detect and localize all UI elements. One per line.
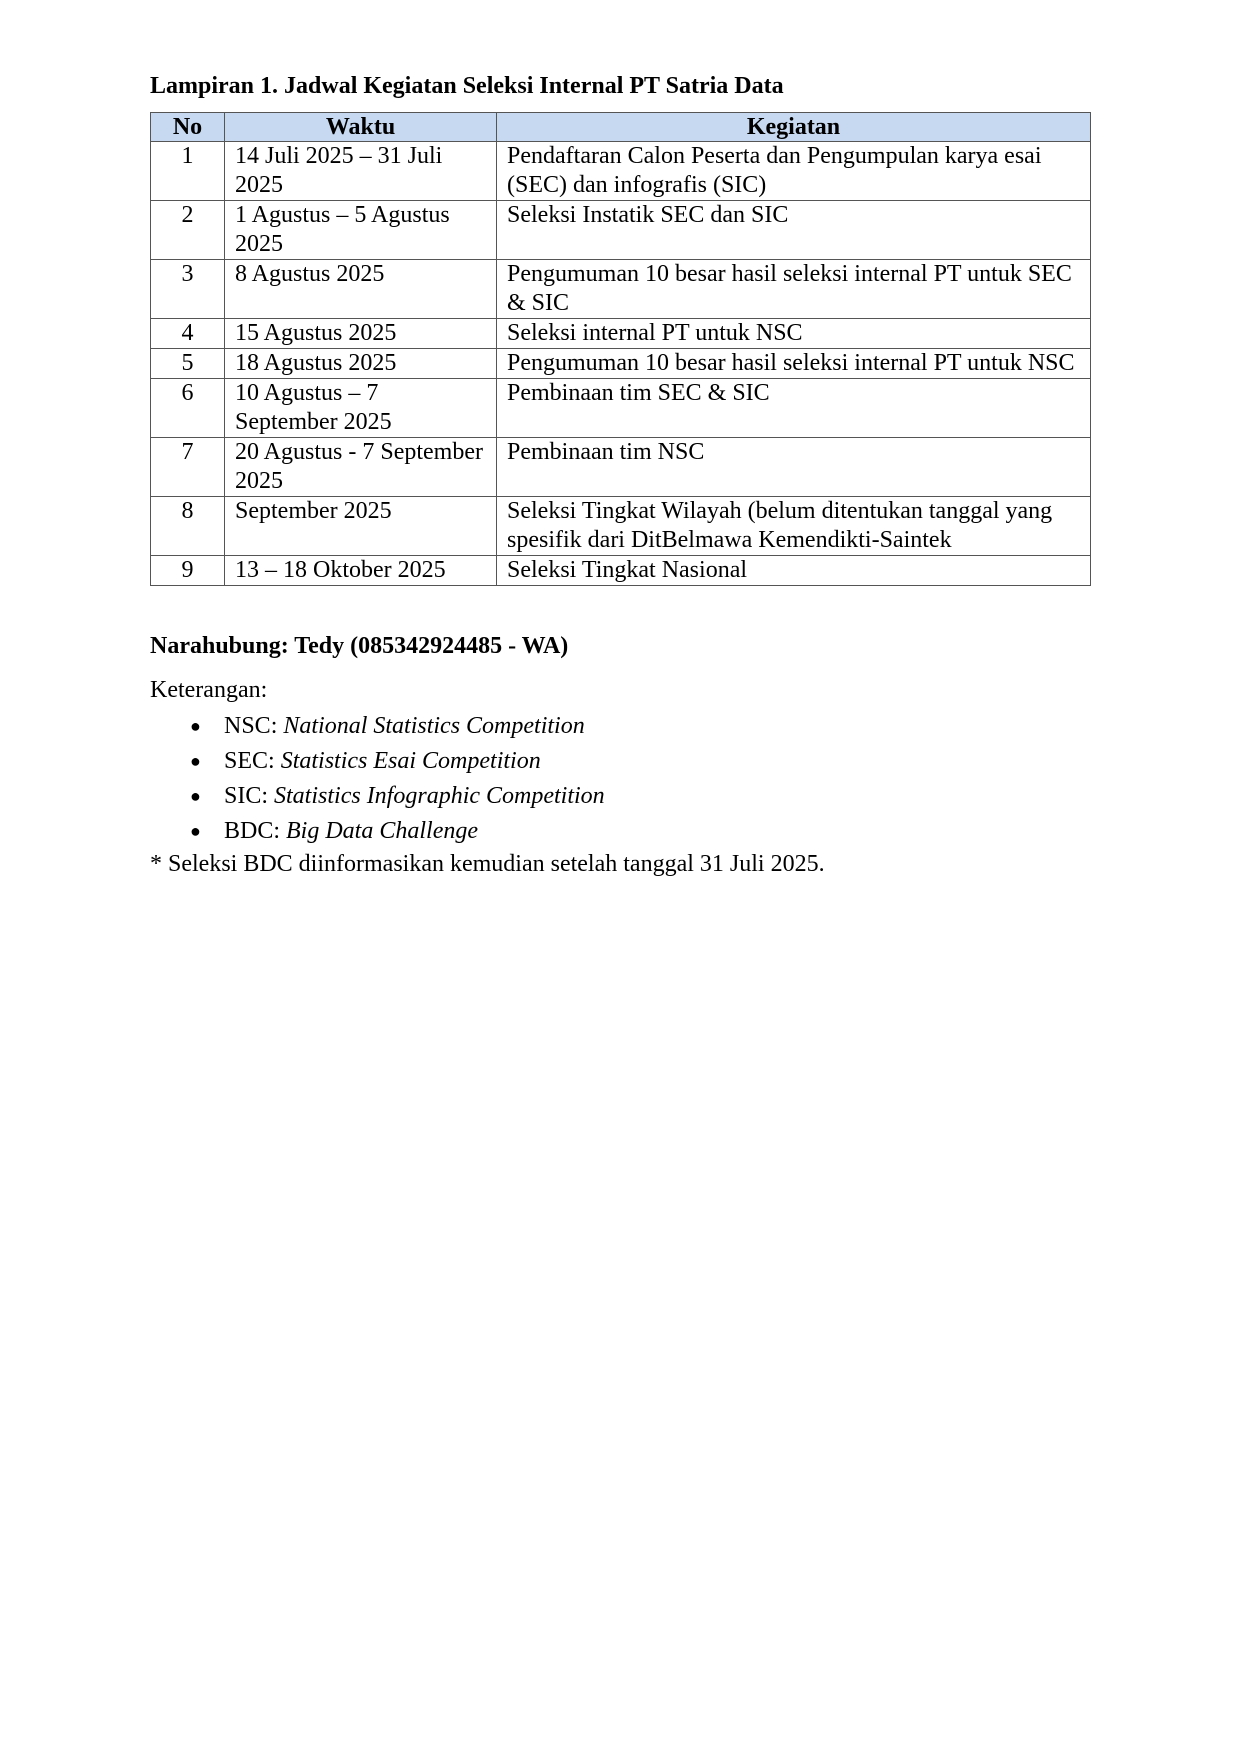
cell-no: 8 — [151, 497, 225, 556]
notes-title: Keterangan: — [150, 677, 268, 703]
cell-kegiatan: Seleksi Instatik SEC dan SIC — [497, 201, 1091, 260]
cell-no: 9 — [151, 556, 225, 586]
cell-kegiatan: Pengumuman 10 besar hasil seleksi internal PT untuk SEC & SIC — [497, 260, 1091, 319]
cell-no: 2 — [151, 201, 225, 260]
cell-no: 3 — [151, 260, 225, 319]
cell-no: 7 — [151, 438, 225, 497]
note-abbr: SIC: — [224, 783, 269, 809]
list-item — [150, 709, 1090, 744]
cell-kegiatan: Pengumuman 10 besar hasil seleksi internal PT untuk NSC — [497, 349, 1091, 379]
cell-kegiatan: Pembinaan tim SEC & SIC — [497, 379, 1091, 438]
note-full: Statistics Infographic Competition — [274, 783, 605, 809]
note-full: Big Data Challenge — [286, 818, 478, 844]
notes-list — [150, 709, 1090, 849]
page-title: Lampiran 1. Jadwal Kegiatan Seleksi Internal PT Satria Data — [150, 73, 784, 99]
note-abbr: NSC: — [224, 713, 278, 739]
bullet-icon: ● — [190, 786, 201, 806]
table-header-row — [151, 113, 1091, 142]
table-row — [151, 349, 1091, 379]
cell-no: 1 — [151, 142, 225, 201]
cell-waktu: 14 Juli 2025 – 31 Juli 2025 — [225, 142, 497, 201]
table-row — [151, 497, 1091, 556]
cell-waktu: 8 Agustus 2025 — [225, 260, 497, 319]
cell-no: 5 — [151, 349, 225, 379]
list-item — [150, 779, 1090, 814]
schedule-table — [150, 112, 1091, 586]
cell-kegiatan: Seleksi internal PT untuk NSC — [497, 319, 1091, 349]
cell-waktu: September 2025 — [225, 497, 497, 556]
note-abbr: SEC: — [224, 748, 275, 774]
cell-waktu: 15 Agustus 2025 — [225, 319, 497, 349]
header-kegiatan: Kegiatan — [497, 113, 1091, 142]
document-page — [150, 70, 1090, 879]
table-row — [151, 260, 1091, 319]
cell-kegiatan: Pendaftaran Calon Peserta dan Pengumpulan karya esai (SEC) dan infografis (SIC) — [497, 142, 1091, 201]
footnote: * Seleksi BDC diinformasikan kemudian setelah tanggal 31 Juli 2025. — [150, 851, 825, 877]
table-row — [151, 142, 1091, 201]
note-full: Statistics Esai Competition — [280, 748, 541, 774]
bullet-icon: ● — [190, 716, 201, 736]
cell-waktu: 13 – 18 Oktober 2025 — [225, 556, 497, 586]
header-no: No — [151, 113, 225, 142]
cell-no: 6 — [151, 379, 225, 438]
bullet-icon: ● — [190, 821, 201, 841]
table-row — [151, 438, 1091, 497]
list-item — [150, 814, 1090, 849]
cell-waktu: 18 Agustus 2025 — [225, 349, 497, 379]
cell-kegiatan: Seleksi Tingkat Nasional — [497, 556, 1091, 586]
cell-kegiatan: Pembinaan tim NSC — [497, 438, 1091, 497]
list-item — [150, 744, 1090, 779]
table-row — [151, 379, 1091, 438]
bullet-icon: ● — [190, 751, 201, 771]
table-row — [151, 319, 1091, 349]
header-waktu: Waktu — [225, 113, 497, 142]
table-row — [151, 556, 1091, 586]
cell-no: 4 — [151, 319, 225, 349]
cell-waktu: 20 Agustus - 7 September 2025 — [225, 438, 497, 497]
cell-waktu: 1 Agustus – 5 Agustus 2025 — [225, 201, 497, 260]
note-abbr: BDC: — [224, 818, 281, 844]
cell-waktu: 10 Agustus – 7 September 2025 — [225, 379, 497, 438]
note-full: National Statistics Competition — [283, 713, 585, 739]
table-row — [151, 201, 1091, 260]
contact-person: Narahubung: Tedy (085342924485 - WA) — [150, 633, 569, 659]
cell-kegiatan: Seleksi Tingkat Wilayah (belum ditentukan tanggal yang spesifik dari DitBelmawa Kemendikti-Saintek — [497, 497, 1091, 556]
